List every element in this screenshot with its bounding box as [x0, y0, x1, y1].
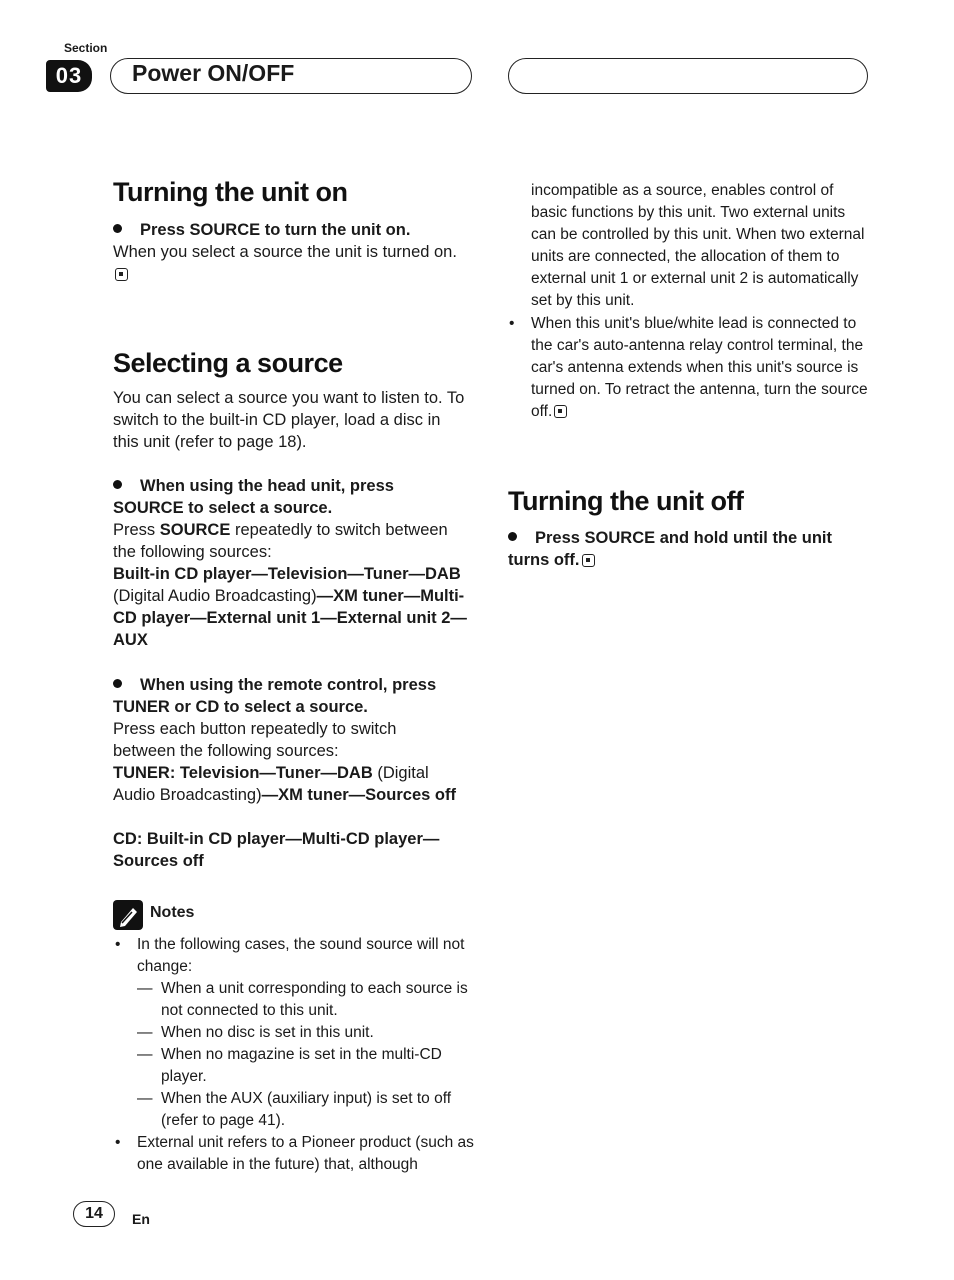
- turn-on-body: When you select a source the unit is turned on.: [113, 241, 463, 285]
- note-subitem: — When the AUX (auxiliary input) is set to off (refer to page 41).: [137, 1088, 478, 1132]
- remote-body: Press each button repeatedly to switch between the following sources:: [113, 720, 397, 760]
- step-turn-off: Press SOURCE and hold until the unit turns off.: [508, 529, 833, 569]
- notes-item-antenna: • When this unit's blue/white lead is connected to the car's auto-antenna relay control terminal, the car's antenna extends when this unit's source is turned on. To retract the antenna, turn the source off.: [507, 313, 871, 423]
- step-head-unit: When using the head unit, press SOURCE to select a source.: [113, 477, 394, 517]
- head-unit-sources: Built-in CD player—Television—Tuner—DAB (Digital Audio Broadcasting)—XM tuner—Multi-CD player—External unit 1—External unit 2—AUX: [113, 565, 467, 649]
- page-number: 14: [73, 1201, 115, 1227]
- page-title: Power ON/OFF: [132, 60, 295, 86]
- head-unit-body: Press SOURCE repeatedly to switch between the following sources:: [113, 521, 448, 561]
- remote-cd-sources: CD: Built-in CD player—Multi-CD player—Sources off: [113, 830, 440, 870]
- heading-turning-on: Turning the unit on: [113, 177, 348, 207]
- end-mark-icon: [115, 268, 128, 281]
- bullet-icon: [113, 480, 122, 489]
- step-turn-on: Press SOURCE to turn the unit on.: [113, 219, 473, 241]
- heading-selecting-source: Selecting a source: [113, 348, 343, 378]
- heading-turning-off: Turning the unit off: [508, 486, 744, 516]
- note-item: • In the following cases, the sound source will not change: — When a unit corresponding to each source is not connected to this unit. — When no disc is set in this unit. — When no magazine is set in the multi-CD player. — When the AUX (auxiliary input) is set to off (refer to page 41).: [113, 934, 478, 1132]
- bullet-icon: [113, 224, 122, 233]
- bullet-icon: [113, 679, 122, 688]
- note-subitem: — When no magazine is set in the multi-CD player.: [137, 1044, 478, 1088]
- notes-pencil-icon: [113, 900, 143, 930]
- section-number-badge: 03: [46, 60, 92, 92]
- notes-list: [113, 934, 478, 1176]
- selecting-intro: You can select a source you want to listen to. To switch to the built-in CD player, load a disc in this unit (refer to page 18).: [113, 389, 465, 451]
- note-subitem: — When a unit corresponding to each source is not connected to this unit.: [137, 978, 478, 1022]
- notes-title: Notes: [150, 904, 195, 921]
- header-empty-frame: [508, 58, 868, 94]
- section-label: Section: [64, 41, 108, 55]
- step-remote: When using the remote control, press TUNER or CD to select a source.: [113, 676, 437, 716]
- end-mark-icon: [554, 405, 567, 418]
- notes-continuation: incompatible as a source, enables control of basic functions by this unit. Two external units can be controlled by this unit. When two external units are connected, the allocation of them to external unit 1 or external unit 2 is automatically set by this unit.: [531, 182, 865, 309]
- remote-tuner-sources: TUNER: Television—Tuner—DAB (Digital Audio Broadcasting)—XM tuner—Sources off: [113, 764, 456, 804]
- end-mark-icon: [582, 554, 595, 567]
- note-item: • External unit refers to a Pioneer product (such as one available in the future) that, although: [113, 1132, 478, 1176]
- bullet-icon: [508, 532, 517, 541]
- note-subitem: — When no disc is set in this unit.: [137, 1022, 478, 1044]
- language-label: En: [132, 1211, 150, 1227]
